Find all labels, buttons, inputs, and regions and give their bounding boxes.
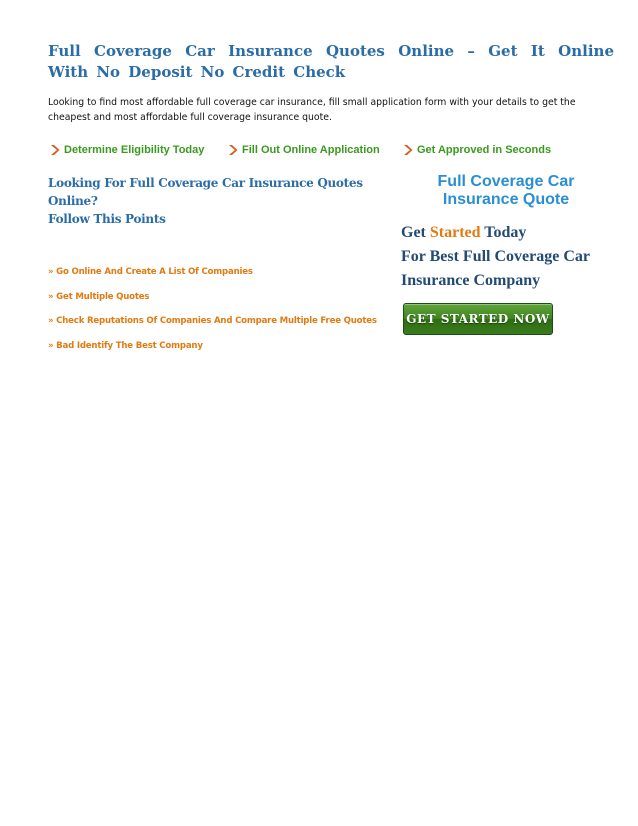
cta-word-started: Started	[429, 224, 481, 241]
points-heading-line1: Looking For Full Coverage Car Insurance Quotes Online?	[48, 176, 363, 208]
chevron-right-icon	[50, 144, 60, 156]
page-title: Full Coverage Car Insurance Quotes Online – Get It Online With No Deposit No Credit Check	[48, 42, 614, 81]
get-started-button[interactable]: GET STARTED NOW	[403, 303, 553, 335]
cta-line3: Insurance Company	[401, 272, 541, 289]
cta-word-today: Today	[484, 224, 527, 241]
points-list	[48, 266, 388, 364]
point-create-list[interactable]: » Go Online And Create A List Of Companies	[48, 267, 253, 277]
cta-line1	[401, 221, 621, 245]
intro-paragraph: Looking to find most affordable full coverage car insurance, fill small application form with your details to get the cheapest and most affordable full coverage insurance quote.	[48, 97, 576, 123]
quote-heading	[404, 173, 608, 209]
chevron-right-icon	[403, 144, 413, 156]
step-label: Fill Out Online Application	[242, 144, 380, 156]
points-heading	[48, 174, 398, 228]
step-application	[228, 144, 380, 156]
quote-heading-line2: Insurance Quote	[442, 191, 570, 208]
step-eligibility	[50, 144, 204, 156]
point-multiple-quotes[interactable]: » Get Multiple Quotes	[48, 291, 150, 302]
step-label: Get Approved in Seconds	[417, 144, 552, 156]
cta-word-get: Get	[401, 224, 426, 241]
point-check-reputations[interactable]: » Check Reputations Of Companies And Compare Multiple Free Quotes	[48, 316, 377, 326]
quote-heading-line1: Full Coverage Car	[437, 173, 575, 190]
cta-text	[401, 221, 621, 293]
cta-line2: For Best Full Coverage Car	[401, 248, 590, 265]
steps-bar	[0, 144, 638, 160]
step-approved	[403, 144, 551, 156]
chevron-right-icon	[228, 144, 238, 156]
step-label: Determine Eligibility Today	[64, 144, 205, 156]
point-identify-best[interactable]: » Bad Identify The Best Company	[48, 340, 203, 351]
points-heading-line2: Follow This Points	[48, 212, 166, 226]
